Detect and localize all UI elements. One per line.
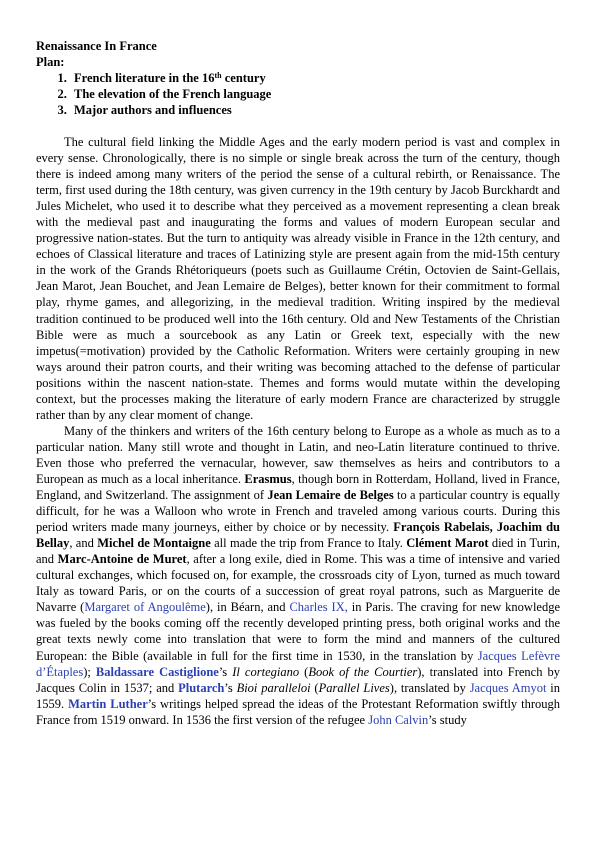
text-run: died in Turin, and	[36, 536, 560, 567]
body-paragraph	[36, 423, 560, 728]
text-run: ), in Béarn, and	[205, 600, 290, 615]
plan-item-text: The elevation of the French language	[74, 87, 272, 101]
inline-link[interactable]: John Calvin	[368, 712, 429, 727]
document-title: Renaissance In France	[36, 39, 157, 53]
text-run: in Paris. The craving for new knowledge was fueled by the books coming off the recently developed printing press, both original works and the great texts newly come into translation that were to form the mind and manners of the cultured European: the Bible (available in full for the first time in 1530, in the translation by	[36, 600, 561, 663]
text-run: );	[83, 664, 96, 679]
italic-title: Il cortegiano	[232, 664, 300, 679]
text-run: (	[299, 664, 309, 679]
bold-name: Michel de Montaigne	[97, 536, 211, 551]
plan-item	[70, 70, 560, 86]
plan-label: Plan:	[36, 55, 65, 69]
plan-item-text: French literature in the 16	[74, 71, 215, 85]
inline-link[interactable]: Jacques Lefèvre d’Étaples	[36, 648, 560, 679]
inline-link[interactable]: Charles IX,	[289, 600, 348, 615]
text-run: Many of the thinkers and writers of the 16th century belong to Europe as a whole as much as to a particular nation. Many still wrote and thought in Latin, and neo-Latin literature continued to thrive. Even those who preferred the vernacular, however, saw themselves as heirs and contributors to a European as much as a local inheritance.	[36, 423, 560, 486]
text-run: ’s writings helped spread the ideas of the Protestant Reformation swiftly through France from 1519 onward. In 1536 the first version of the refugee	[36, 696, 561, 727]
text-run: ’s	[224, 680, 237, 695]
bold-name: François Rabelais, Joachim du Bellay	[36, 520, 560, 551]
text-run: in 1559.	[36, 680, 560, 711]
text-run: , after a long exile, died in Rome. This was a time of intensive and varied cultural exchanges, which focused on, for example, the crossroads city of Lyon, turned as much toward Italy as toward Paris, or on the courts of a succession of great royal patrons, such as Marguerite de Navarre (	[36, 552, 560, 615]
text-run: ’s	[218, 664, 233, 679]
text-run: , and	[69, 536, 98, 551]
body-paragraph	[36, 134, 560, 423]
text-run: ’s study	[428, 712, 467, 727]
italic-title: Bioi paralleloi	[236, 680, 311, 695]
bold-name: Clément Marot	[406, 536, 489, 551]
bold-name: Jean Lemaire de Belges	[267, 488, 394, 503]
text-run: to a particular country is equally difficult, for he was a Walloon who wrote in French and traveled among various courts. During this period writers made many journeys, either by choice or by necessity.	[36, 488, 560, 535]
inline-link[interactable]: Martin Luther	[68, 696, 148, 711]
italic-title: Parallel Lives	[318, 680, 390, 695]
plan-item-tail: century	[221, 71, 266, 85]
plan-item	[70, 86, 560, 102]
bold-name: Erasmus	[244, 471, 292, 486]
inline-link[interactable]: Baldassare Castiglione	[95, 664, 219, 679]
inline-link[interactable]: Plutarch	[178, 680, 225, 695]
text-run: The cultural field linking the Middle Ages and the early modern period is vast and complex in every sense. Chronologically, there is no simple or single break across the turn of the century, though there is indeed among many writers of the period the sense of a cultural rebirth, or Renaissance. The term, first used during the 18th century, was given currency in the 19th century by Jacob Burckhardt and Jules Michelet, who used it to describe what they perceived as a movement representing a clean break with the medieval past and inaugurating the forms and values of modern European secular and progressive nation-states. But the turn to antiquity was already visible in France in the 12th century, and echoes of Classical literature and traces of Latinizing style are present again from the mid-15th century in the work of the Grands Rhétoriqueurs (poets such as Guillaume Crétin, Octovien de Saint-Gellais, Jean Marot, Jean Bouchet, and Jean Lemaire de Belges), better known for their commitment to formal play, rhyme games, and allegorizing, in the medieval tradition. Writing inspired by the medieval tradition continued to be produced well into the 16th century. Old and New Testaments of the Christian Bible were as much a sourcebook as any Latin or Greek text, especially with the new impetus(=motivation) provided by the Catholic Reformation. Writers were certainly grouping in new ways around their patron courts, and their writing was becoming attached to the defense of particular positions within the nascent nation-state. Themes and forms would mutate within the developing context, but the processes making the literature of early modern France are characterized by struggle rather than by any clear moment of change.	[36, 135, 560, 422]
text-run: all made the trip from France to Italy.	[210, 536, 407, 551]
text-run: ), translated by	[389, 680, 470, 695]
text-run: , though born in Rotterdam, Holland, lived in France, England, and Switzerland. The assignment of	[36, 471, 560, 503]
plan-item	[70, 102, 560, 118]
plan-item-text: Major authors and influences	[74, 103, 232, 117]
document-heading	[36, 38, 560, 118]
inline-link[interactable]: Margaret of Angoulême	[84, 600, 206, 615]
inline-link[interactable]: Jacques Amyot	[469, 680, 547, 695]
body-text	[36, 134, 560, 728]
italic-title: Book of the Courtier	[308, 664, 418, 679]
bold-name: Marc-Antoine de Muret	[57, 552, 187, 567]
plan-item-superscript: th	[214, 71, 222, 80]
plan-list	[36, 70, 560, 118]
text-run: (	[310, 680, 319, 695]
text-run: ), translated into French by Jacques Colin in 1537; and	[36, 664, 561, 695]
